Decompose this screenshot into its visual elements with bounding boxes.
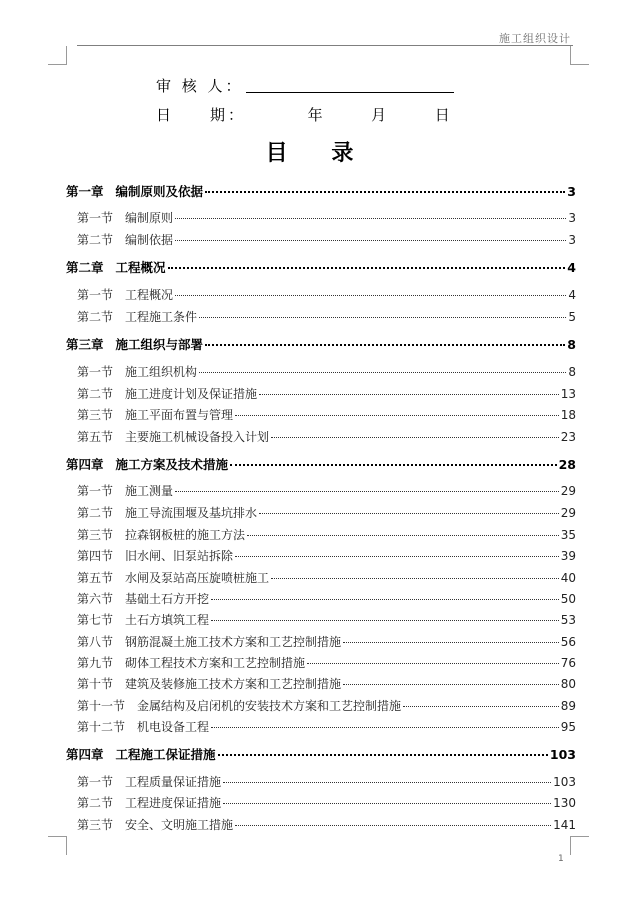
toc-leader-dots (211, 727, 559, 728)
toc-chapter-entry[interactable] (66, 182, 576, 200)
toc-section-entry[interactable] (77, 482, 576, 499)
toc-entry-title: 建筑及装修施工技术方案和工艺控制措施 (125, 677, 342, 691)
corner-mark-top-left (48, 46, 67, 65)
toc-leader-dots (343, 642, 559, 643)
toc-leader-dots (235, 825, 551, 826)
toc-section-entry[interactable] (77, 547, 576, 564)
toc-entry-title: 编制依据 (125, 233, 174, 247)
toc-leader-dots (259, 513, 559, 514)
toc-entry-number: 第二节 (77, 310, 114, 324)
toc-entry-number: 第六节 (77, 592, 114, 606)
toc-leader-dots (271, 578, 559, 579)
toc-entry-page: 53 (560, 613, 576, 627)
toc-entry-page: 39 (560, 549, 576, 563)
toc-entry-title: 编制原则 (125, 211, 174, 225)
toc-entry-page: 5 (568, 310, 576, 324)
date-day-unit: 日 (434, 106, 453, 124)
toc-section-entry[interactable] (77, 504, 576, 521)
toc-entry-page: 3 (568, 211, 576, 225)
toc-section-entry[interactable] (77, 209, 576, 226)
toc-entry-number: 第一节 (77, 365, 114, 379)
toc-entry-label (77, 816, 233, 833)
toc-leader-dots (223, 782, 551, 783)
toc-leader-dots (271, 437, 559, 438)
toc-entry-title: 钢筋混凝土施工技术方案和工艺控制措施 (125, 635, 342, 649)
toc-entry-number: 第五节 (77, 430, 114, 444)
toc-entry-number: 第九节 (77, 656, 114, 670)
toc-leader-dots (211, 620, 559, 621)
toc-entry-label (77, 209, 173, 226)
toc-leader-dots (230, 464, 557, 466)
toc-leader-dots (175, 491, 559, 492)
toc-entry-number: 第四章 (66, 457, 104, 472)
toc-entry-number: 第三节 (77, 408, 114, 422)
toc-entry-page: 89 (560, 699, 576, 713)
toc-section-entry[interactable] (77, 286, 576, 303)
toc-entry-page: 40 (560, 571, 576, 585)
toc-leader-dots (235, 415, 559, 416)
toc-entry-number: 第八节 (77, 635, 114, 649)
toc-entry-label (77, 675, 341, 692)
toc-entry-title: 施工平面布置与管理 (125, 408, 234, 422)
toc-leader-dots (199, 317, 566, 318)
toc-entry-page: 18 (560, 408, 576, 422)
toc-entry-page: 103 (553, 775, 576, 789)
toc-entry-number: 第四节 (77, 549, 114, 563)
toc-entry-title: 工程概况 (115, 260, 166, 275)
toc-entry-label (77, 406, 233, 423)
toc-entry-number: 第二节 (77, 506, 114, 520)
toc-section-entry[interactable] (77, 308, 576, 325)
toc-entry-title: 施工组织与部署 (115, 337, 204, 352)
toc-entry-title: 工程施工条件 (125, 310, 198, 324)
toc-entry-title: 水闸及泵站高压旋喷桩施工 (125, 571, 270, 585)
toc-entry-title: 工程质量保证措施 (125, 775, 222, 789)
toc-entry-title: 主要施工机械设备投入计划 (125, 430, 270, 444)
toc-leader-dots (175, 240, 566, 241)
toc-entry-label (77, 231, 173, 248)
toc-leader-dots (343, 684, 559, 685)
toc-entry-label (77, 547, 233, 564)
toc-entry-title: 工程施工保证措施 (115, 747, 216, 762)
toc-entry-label (77, 504, 257, 521)
toc-title: 目 录 (265, 140, 372, 166)
page-number: 1 (558, 854, 564, 864)
toc-section-entry[interactable] (77, 633, 576, 650)
toc-leader-dots (403, 706, 559, 707)
corner-mark-bottom-left (48, 836, 67, 855)
toc-entry-page: 56 (560, 635, 576, 649)
toc-section-entry[interactable] (77, 697, 576, 714)
toc-entry-label (77, 526, 245, 543)
toc-entry-page: 29 (560, 506, 576, 520)
toc-section-entry[interactable] (77, 526, 576, 543)
toc-leader-dots (218, 754, 548, 756)
toc-section-entry[interactable] (77, 816, 576, 833)
toc-entry-label (66, 455, 228, 473)
date-label: 日 期： (156, 106, 247, 124)
toc-section-entry[interactable] (77, 590, 576, 607)
toc-leader-dots (223, 803, 551, 804)
toc-entry-label (77, 718, 209, 735)
toc-entry-title: 施工组织机构 (125, 365, 198, 379)
toc-entry-page: 8 (568, 365, 576, 379)
toc-entry-page: 13 (560, 387, 576, 401)
toc-entry-number: 第三节 (77, 528, 114, 542)
toc-section-entry[interactable] (77, 794, 576, 811)
toc-entry-label (77, 794, 221, 811)
toc-entry-title: 拉森钢板桩的施工方法 (125, 528, 246, 542)
toc-entry-page: 103 (549, 747, 576, 762)
toc-leader-dots (307, 663, 559, 664)
toc-entry-number: 第二章 (66, 260, 104, 275)
toc-entry-page: 3 (568, 233, 576, 247)
date-month-unit: 月 (371, 106, 390, 124)
toc-chapter-entry[interactable] (66, 745, 576, 763)
toc-section-entry[interactable] (77, 611, 576, 628)
toc-section-entry[interactable] (77, 406, 576, 423)
toc-entry-title: 金属结构及启闭机的安装技术方案和工艺控制措施 (137, 699, 402, 713)
toc-leader-dots (199, 372, 566, 373)
toc-chapter-entry[interactable] (66, 258, 576, 276)
toc-entry-title: 施工进度计划及保证措施 (125, 387, 258, 401)
toc-chapter-entry[interactable] (66, 335, 576, 353)
header-title: 施工组织设计 (499, 32, 571, 45)
toc-entry-number: 第十一节 (77, 699, 126, 713)
toc-section-entry[interactable] (77, 231, 576, 248)
toc-entry-page: 3 (567, 184, 576, 199)
toc-entry-title: 施工导流围堰及基坑排水 (125, 506, 258, 520)
toc-entry-page: 50 (560, 592, 576, 606)
toc-entry-number: 第一节 (77, 211, 114, 225)
toc-leader-dots (247, 535, 559, 536)
toc-entry-page: 8 (567, 337, 576, 352)
toc-entry-label (77, 569, 269, 586)
toc-entry-title: 基础土石方开挖 (125, 592, 210, 606)
toc-entry-number: 第二节 (77, 796, 114, 810)
toc-entry-label (77, 697, 401, 714)
toc-leader-dots (211, 599, 559, 600)
toc-entry-number: 第七节 (77, 613, 114, 627)
toc-entry-title: 旧水闸、旧泵站拆除 (125, 549, 234, 563)
toc-entry-page: 130 (553, 796, 576, 810)
toc-entry-label (66, 258, 166, 276)
toc-entry-label (66, 182, 203, 200)
toc-entry-number: 第一章 (66, 184, 104, 199)
toc-entry-title: 工程概况 (125, 288, 174, 302)
toc-leader-dots (259, 394, 559, 395)
toc-section-entry[interactable] (77, 675, 576, 692)
toc-entry-label (77, 654, 305, 671)
toc-section-entry[interactable] (77, 363, 576, 380)
toc-entry-number: 第四章 (66, 747, 104, 762)
toc-entry-label (77, 611, 209, 628)
toc-entry-page: 28 (558, 457, 576, 472)
toc-leader-dots (205, 344, 565, 346)
toc-entry-number: 第三章 (66, 337, 104, 352)
toc-section-entry[interactable] (77, 428, 576, 445)
toc-entry-title: 工程进度保证措施 (125, 796, 222, 810)
toc-leader-dots (235, 556, 559, 557)
toc-entry-label (77, 385, 257, 402)
toc-entry-label (77, 428, 269, 445)
toc-entry-page: 35 (560, 528, 576, 542)
toc-entry-page: 4 (567, 260, 576, 275)
date-field (156, 104, 453, 125)
toc-entry-number: 第十节 (77, 677, 114, 691)
toc-entry-label (77, 482, 173, 499)
toc-entry-page: 76 (560, 656, 576, 670)
toc-leader-dots (168, 267, 566, 269)
reviewer-blank-line (246, 78, 454, 93)
toc-entry-page: 141 (553, 818, 576, 832)
toc-entry-title: 土石方填筑工程 (125, 613, 210, 627)
toc-entry-number: 第十二节 (77, 720, 126, 734)
toc-section-entry[interactable] (77, 654, 576, 671)
toc-entry-page: 4 (568, 288, 576, 302)
toc-entry-page: 80 (560, 677, 576, 691)
date-year-unit: 年 (307, 106, 326, 124)
toc-entry-number: 第一节 (77, 775, 114, 789)
reviewer-field (156, 75, 454, 96)
toc-entry-label (66, 745, 216, 763)
corner-mark-top-right (570, 46, 589, 65)
toc-entry-number: 第一节 (77, 288, 114, 302)
toc-entry-number: 第三节 (77, 818, 114, 832)
toc-entry-title: 施工测量 (125, 484, 174, 498)
toc-entry-number: 第二节 (77, 233, 114, 247)
toc-entry-number: 第五节 (77, 571, 114, 585)
toc-leader-dots (175, 218, 566, 219)
corner-mark-bottom-right (570, 836, 589, 855)
toc-entry-title: 施工方案及技术措施 (115, 457, 229, 472)
header-rule (77, 45, 573, 46)
toc-entry-number: 第一节 (77, 484, 114, 498)
toc-entry-label (77, 773, 221, 790)
toc-entry-label (77, 363, 197, 380)
toc-entry-label (77, 633, 341, 650)
toc-entry-title: 编制原则及依据 (115, 184, 204, 199)
toc-entry-label (77, 286, 173, 303)
toc-leader-dots (175, 295, 566, 296)
toc-entry-page: 29 (560, 484, 576, 498)
toc-entry-label (66, 335, 203, 353)
toc-section-entry[interactable] (77, 718, 576, 735)
toc-entry-title: 机电设备工程 (137, 720, 210, 734)
toc-entry-title: 砌体工程技术方案和工艺控制措施 (125, 656, 306, 670)
toc-section-entry[interactable] (77, 569, 576, 586)
toc-entry-label (77, 590, 209, 607)
toc-leader-dots (205, 191, 565, 193)
toc-section-entry[interactable] (77, 385, 576, 402)
toc-entry-title: 安全、文明施工措施 (125, 818, 234, 832)
toc-entry-label (77, 308, 197, 325)
toc-entry-number: 第二节 (77, 387, 114, 401)
toc-entry-page: 23 (560, 430, 576, 444)
toc-section-entry[interactable] (77, 773, 576, 790)
toc-entry-page: 95 (560, 720, 576, 734)
reviewer-label: 审 核 人： (156, 77, 244, 95)
toc-chapter-entry[interactable] (66, 455, 576, 473)
